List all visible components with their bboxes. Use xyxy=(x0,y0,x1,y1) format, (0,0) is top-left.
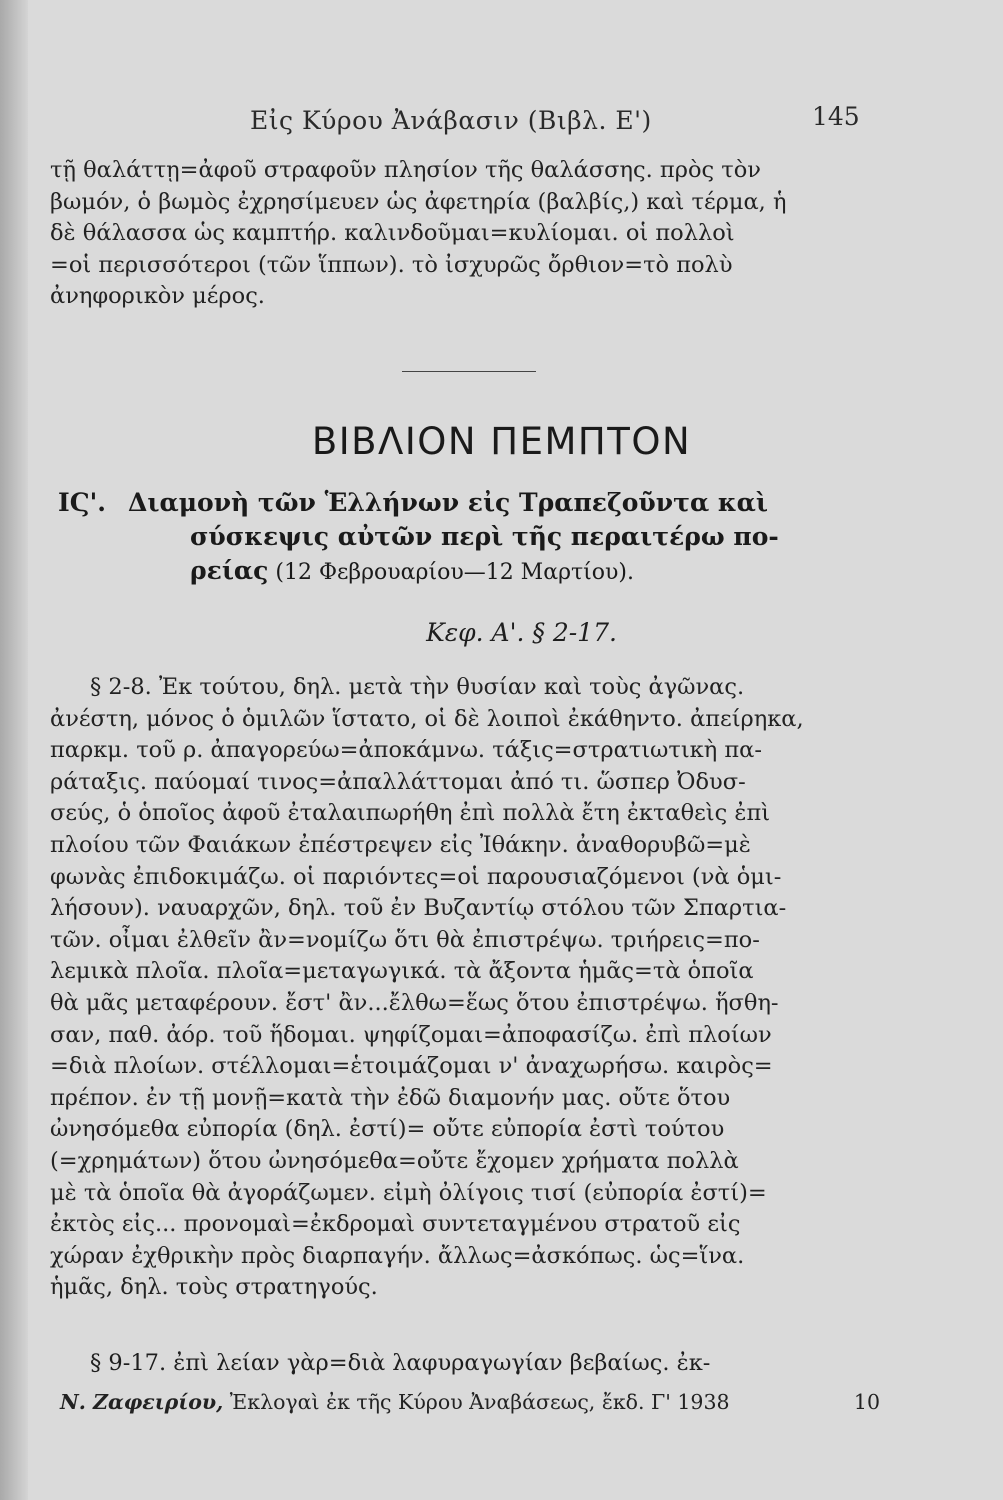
text-line: λήσουν). ναυαρχῶν, δηλ. τοῦ ἐν Βυζαντίῳ στόλου τῶν Σπαρτια- xyxy=(50,895,787,922)
text-line: (=χρημάτων) ὅτου ὠνησόμεθα=οὔτε ἔχομεν χρήματα πολλὰ xyxy=(50,1147,739,1174)
text-line: πρέπον. ἐν τῇ μονῇ=κατὰ τὴν ἐδῶ διαμονήν μας. οὔτε ὅτου xyxy=(50,1084,731,1111)
text-line: τῶν. οἶμαι ἐλθεῖν ἂν=νομίζω ὅτι θὰ ἐπιστρέψω. τριήρεις=πο- xyxy=(50,926,760,953)
section-heading xyxy=(58,486,878,590)
text-line: τῇ θαλάττῃ=ἀφοῦ στραφοῦν πλησίον τῆς θαλάσσης. πρὸς τὸν xyxy=(50,157,761,183)
signature-mark: 10 xyxy=(853,1390,880,1414)
footer-citation: Ἐκλογαὶ ἐκ τῆς Κύρου Ἀναβάσεως, ἔκδ. Γ' 1938 xyxy=(223,1390,730,1414)
text-line: λεμικὰ πλοῖα. πλοῖα=μεταγωγικά. τὰ ἄξοντα ἡμᾶς=τὰ ὁποῖα xyxy=(50,958,754,985)
text-line: ἡμᾶς, δηλ. τοὺς στρατηγούς. xyxy=(50,1274,378,1301)
text-line: πλοίου τῶν Φαιάκων ἐπέστρεψεν εἰς Ἰθάκην. ἀναθορυβῶ=μὲ xyxy=(50,831,751,858)
chapter-reference: Κεφ. Α'. § 2-17. xyxy=(426,618,617,647)
text-line: ἀνηφορικὸν μέρος. xyxy=(50,283,265,310)
text-line: § 2-8. Ἐκ τούτου, δηλ. μετὰ τὴν θυσίαν καὶ τοὺς ἀγῶνας. xyxy=(90,674,745,700)
page-footer xyxy=(60,1390,880,1414)
text-line: ἀνέστη, μόνος ὁ ὁμιλῶν ἵστατο, οἱ δὲ λοιποὶ ἐκάθηντο. ἀπείρηκα, xyxy=(50,705,804,732)
running-head: Εἰς Κύρου Ἀνάβασιν (Βιβλ. Ε') xyxy=(250,106,652,135)
section-divider xyxy=(402,371,536,372)
commentary-bottom xyxy=(50,1348,870,1380)
page-edge-shadow xyxy=(0,0,28,1500)
text-line: παρκμ. τοῦ ρ. ἀπαγορεύω=ἀποκάμνω. τάξις=στρατιωτικὴ πα- xyxy=(50,737,762,764)
section-number: ΙϚ'. xyxy=(58,488,106,517)
text-line: φωνὰς ἐπιδοκιμάζω. οἱ παριόντες=οἱ παρουσιαζόμενοι (νὰ ὁμι- xyxy=(50,863,782,890)
text-line: =οἱ περισσότεροι (τῶν ἵππων). τὸ ἰσχυρῶς ὄρθιον=τὸ πολὺ xyxy=(50,251,733,278)
text-line: χώραν ἐχθρικὴν πρὸς διαρπαγήν. ἄλλως=ἀσκόπως. ὡς=ἵνα. xyxy=(50,1242,745,1269)
page-number: 145 xyxy=(812,102,860,131)
section-dates: (12 Φεβρουαρίου—12 Μαρτίου). xyxy=(268,560,634,585)
commentary-main xyxy=(50,672,870,1304)
section-title-word: ρείας xyxy=(190,556,269,585)
page-header xyxy=(0,100,1003,140)
text-line: ράταξις. παύομαί τινος=ἀπαλλάττομαι ἀπό τι. ὥσπερ Ὀδυσ- xyxy=(50,768,746,795)
text-line: σαν, παθ. ἀόρ. τοῦ ἥδομαι. ψηφίζομαι=ἀποφασίζω. ἐπὶ πλοίων xyxy=(50,1021,772,1048)
footer-author: Ν. Ζαφειρίου, xyxy=(60,1390,224,1414)
section-title-line-1: Διαμονὴ τῶν Ἑλλήνων εἰς Τραπεζοῦντα καὶ xyxy=(128,488,768,517)
text-line: βωμόν, ὁ βωμὸς ἐχρησίμευεν ὡς ἀφετηρία (βαλβίς,) καὶ τέρμα, ἡ xyxy=(50,188,787,215)
commentary-top xyxy=(50,155,870,313)
section-title-line-2: σύσκεψις αὐτῶν περὶ τῆς περαιτέρω πο- xyxy=(190,522,779,551)
text-line: § 9-17. ἐπὶ λείαν γὰρ=διὰ λαφυραγωγίαν βεβαίως. ἐκ- xyxy=(90,1350,711,1376)
text-line: δὲ θάλασσα ὡς καμπτήρ. καλινδοῦμαι=κυλίομαι. οἱ πολλοὶ xyxy=(50,220,735,247)
book-title: ΒΙΒΛΙΟΝ ΠΕΜΠΤΟΝ xyxy=(311,420,692,463)
text-line: ὠνησόμεθα εὐπορία (δηλ. ἐστί)= οὔτε εὐπορία ἐστὶ τούτου xyxy=(50,1116,725,1143)
text-line: ἐκτὸς εἰς... προνομαὶ=ἐκδρομαὶ συντεταγμένου στρατοῦ εἰς xyxy=(50,1211,741,1238)
section-title-line-3 xyxy=(58,554,878,590)
text-line: σεύς, ὁ ὁποῖος ἀφοῦ ἐταλαιπωρήθη ἐπὶ πολλὰ ἔτη ἐκταθεὶς ἐπὶ xyxy=(50,800,771,827)
text-line: θὰ μᾶς μεταφέρουν. ἔστ' ἂν...ἔλθω=ἕως ὅτου ἐπιστρέψω. ἥσθη- xyxy=(50,989,779,1016)
text-line: μὲ τὰ ὁποῖα θὰ ἀγοράζωμεν. εἰμὴ ὀλίγοις τισί (εὐπορία ἐστί)= xyxy=(50,1179,767,1206)
text-line: =διὰ πλοίων. στέλλομαι=ἑτοιμάζομαι ν' ἀναχωρήσω. καιρὸς= xyxy=(50,1053,773,1080)
